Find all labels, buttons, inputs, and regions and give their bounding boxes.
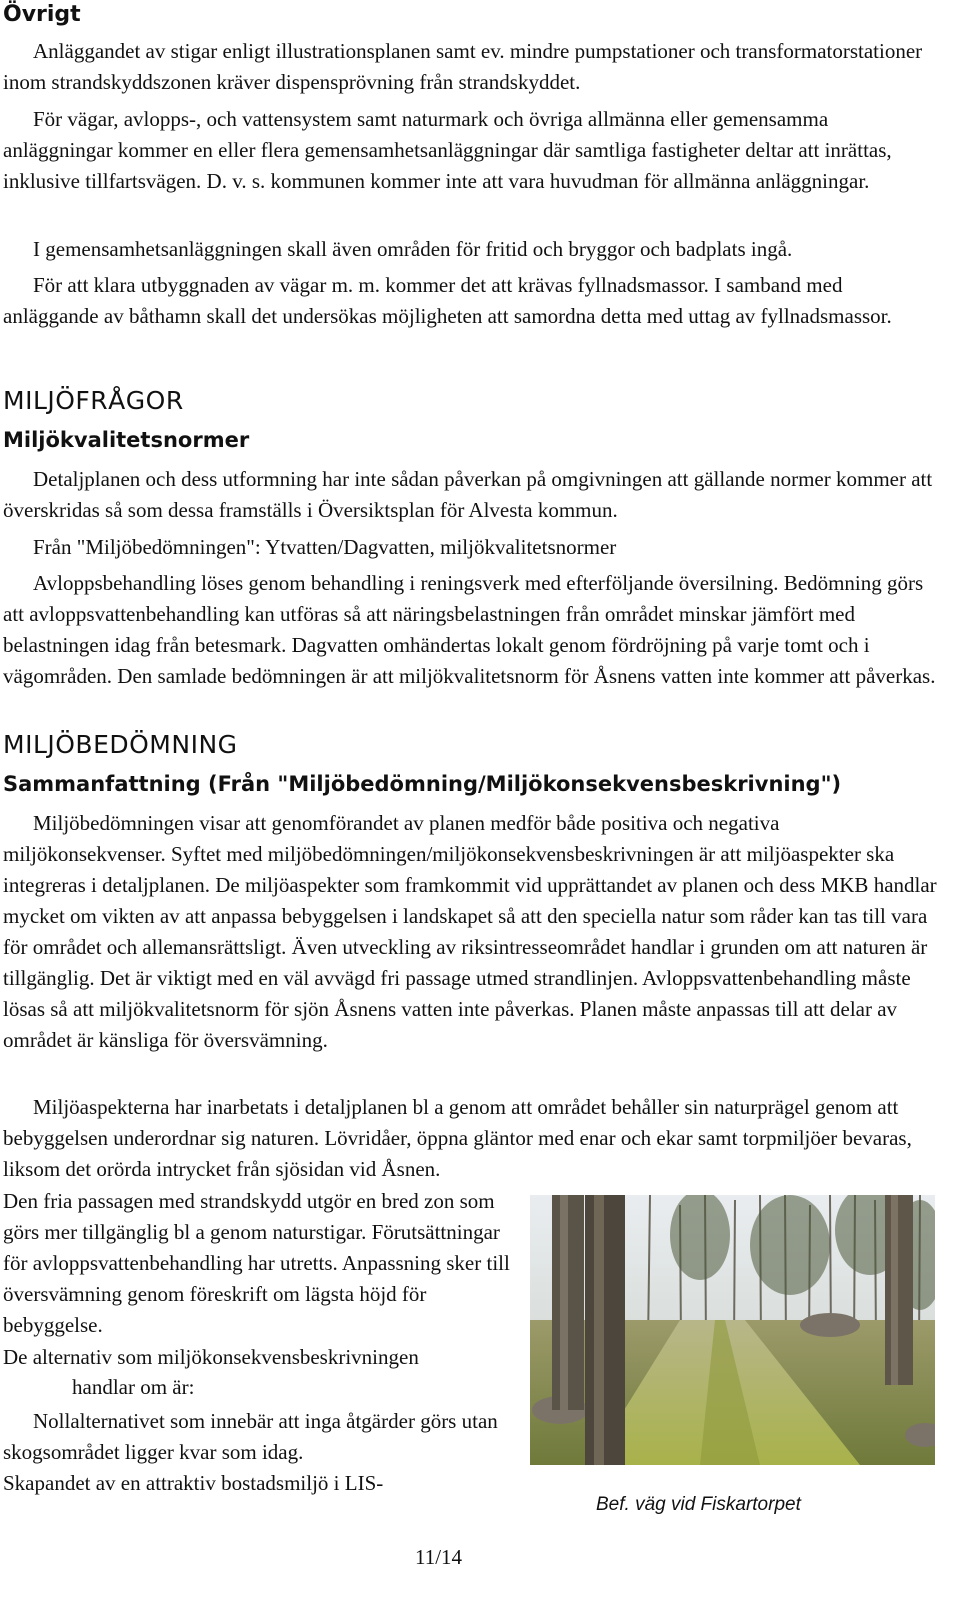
paragraph-miljobedomning-5: Nollalternativet som innebär att inga åtgärder görs utan skogsområdet ligger kvar som idag. xyxy=(3,1409,498,1464)
heading-miljobedomning: MILJÖBEDÖMNING xyxy=(3,730,238,759)
paragraph-miljobedomning-3: Den fria passagen med strandskydd utgör en bred zon som görs mer tillgänglig bl a genom naturstigar. Förutsättningar för avloppsvattenbehandling har utretts. Anpassning sker till översvämning genom föreskrift om lägsta höjd för bebyggelse. xyxy=(3,1189,510,1337)
heading-ovrigt: Övrigt xyxy=(3,2,81,27)
page-number: 11/14 xyxy=(415,1545,463,1569)
paragraph-miljobedomning-2: Miljöaspekterna har inarbetats i detaljplanen bl a genom att området behåller sin naturprägel genom att bebyggelsen underordnar sig naturen. Lövridåer, öppna gläntor med enar och ekar samt torpmiljöer bevaras, liksom det orörda intrycket från sjösidan vid Åsnen. xyxy=(3,1095,912,1181)
paragraph-miljofragor-2: Från "Miljöbedömningen": Ytvatten/Dagvatten, miljökvalitetsnormer xyxy=(33,535,617,559)
paragraph-miljobedomning-4b: handlar om är: xyxy=(72,1375,195,1399)
paragraph-miljofragor-3: Avloppsbehandling löses genom behandling i reningsverk med efterföljande översilning. Bedömning görs att avloppsvattenbehandling kan utföras så att näringsbelastningen från området minskar jämfört med belastningen idag från betesmark. Dagvatten omhändertas lokalt genom fördröjning på varje tomt och i vägområden. Den samlade bedömningen är att miljökvalitetsnorm för Åsnens vatten inte kommer att påverkas. xyxy=(3,571,936,688)
heading-miljofragor: MILJÖFRÅGOR xyxy=(3,386,184,415)
paragraph-miljobedomning-4a: De alternativ som miljökonsekvensbeskrivningen xyxy=(3,1345,419,1369)
paragraph-miljobedomning-6: Skapandet av en attraktiv bostadsmiljö i LIS- xyxy=(3,1471,384,1495)
subheading-miljokvalitetsnormer: Miljökvalitetsnormer xyxy=(3,428,250,452)
paragraph-ovrigt-3: I gemensamhetsanläggningen skall även områden för fritid och bryggor och badplats ingå. xyxy=(33,237,793,261)
paragraph-ovrigt-2: För vägar, avlopps-, och vattensystem samt naturmark och övriga allmänna eller gemensamma anläggningar kommer en eller flera gemensamhetsanläggningar där samtliga fastigheter deltar att inrättas, inklusive tillfartsvägen. D. v. s. kommunen kommer inte att vara huvudman för allmänna anläggningar. xyxy=(3,107,892,193)
forest-road-photo xyxy=(530,1195,935,1465)
subheading-sammanfattning: Sammanfattning (Från "Miljöbedömning/Miljökonsekvensbeskrivning") xyxy=(3,772,842,796)
paragraph-ovrigt-4: För att klara utbyggnaden av vägar m. m. kommer det att krävas fyllnadsmassor. I samband med anläggande av båthamn skall det undersökas möjligheten att samordna detta med uttag av fyllnadsmassor. xyxy=(3,273,892,328)
paragraph-ovrigt-1: Anläggandet av stigar enligt illustrationsplanen samt ev. mindre pumpstationer och transformatorstationer inom strandskyddszonen kräver dispensprövning från strandskyddet. xyxy=(3,39,923,94)
paragraph-miljobedomning-1: Miljöbedömningen visar att genomförandet av planen medför både positiva och negativa miljökonsekvenser. Syftet med miljöbedömningen/miljökonsekvensbeskrivningen är att miljöaspekter ska integreras i detaljplanen. De miljöaspekter som framkommit vid upprättandet av planen och dess MKB handlar mycket om vikten av att anpassa bebyggelsen i landskapet så att den speciella natur som råder kan tas till vara för området och allemansrättsligt. Även utveckling av riksintresseområdet handlar i grunden om att naturen är tillgänglig. Det är viktigt med en väl avvägd fri passage utmed strandlinjen. Avloppsvattenbehandling måste lösas så att miljökvalitetsnorm för sjön Åsnens vatten inte påverkas. Planen måste anpassas till att delar av området är känsliga för översvämning. xyxy=(3,811,937,1052)
paragraph-miljofragor-1: Detaljplanen och dess utformning har inte sådan påverkan på omgivningen att gällande normer kommer att överskridas så som dessa framställs i Översiktsplan för Alvesta kommun. xyxy=(3,467,933,522)
photo-caption: Bef. väg vid Fiskartorpet xyxy=(596,1494,801,1515)
